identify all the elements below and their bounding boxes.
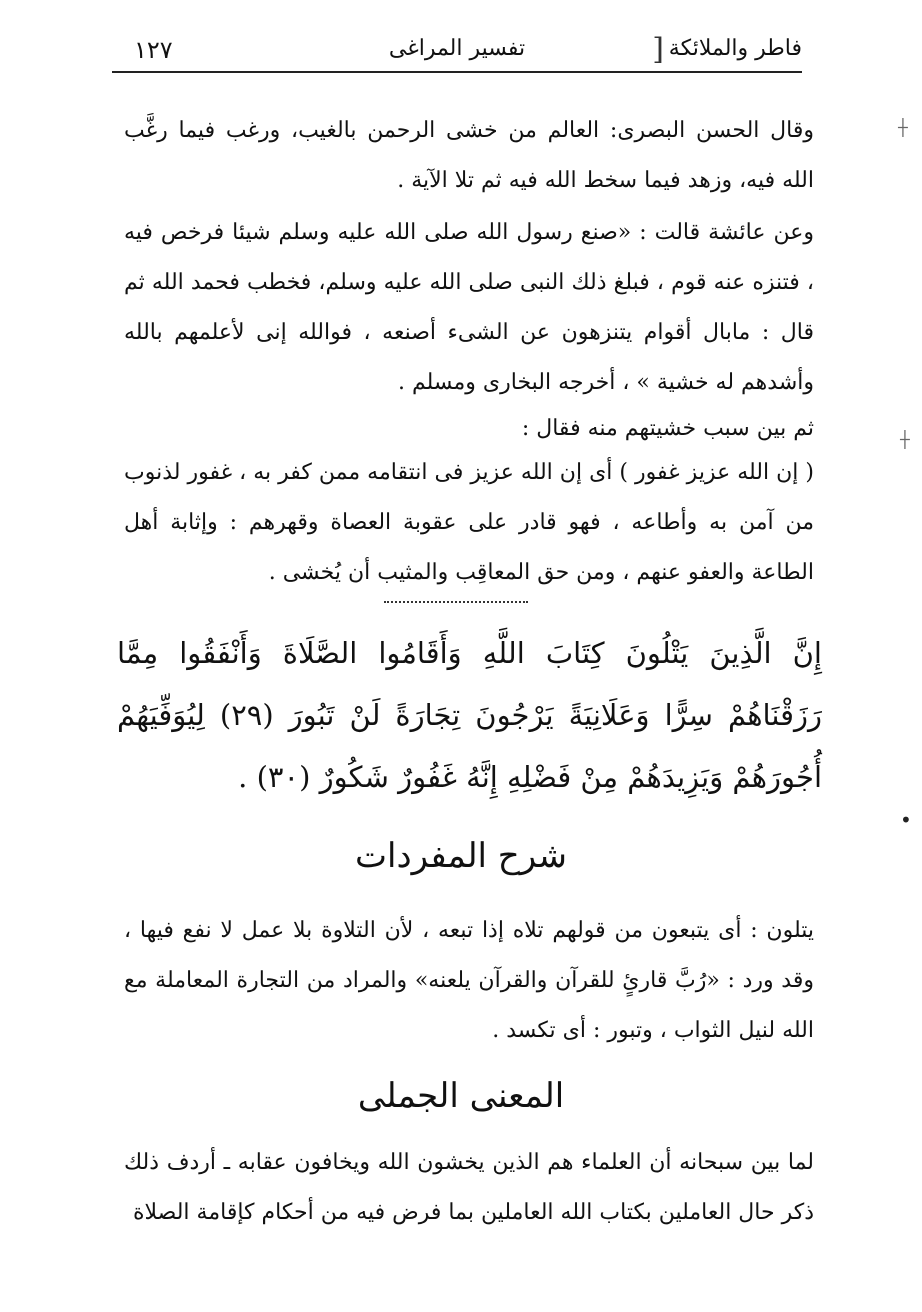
header-bracket: [ xyxy=(652,32,664,67)
paragraph-hasan: وقال الحسن البصرى: العالم من خشى الرحمن بالغيب، ورغب فيما رغَّب الله فيه، وزهد فيما سخط الله فيه ثم تلا الآية . xyxy=(124,118,814,193)
margin-scan-mark: ┼ xyxy=(898,118,908,137)
vocab-text: يتلون : أى يتبعون من قولهم تلاه إذا تبعه ، لأن التلاوة بلا عمل لا نفع فيها ، وقد ورد : «رُبَّ قارئٍ للقرآن والقرآن يلعنه» والمراد من التجارة المعاملة مع الله لنيل الثواب ، وتبور : أى تكسد . xyxy=(124,918,814,1043)
meaning-text: لما بين سبحانه أن العلماء هم الذين يخشون الله ويخافون عقابه ـ أردف ذلك ذكر حال العاملين بكتاب الله العاملين بما فرض فيه من أحكام كإقامة الصلاة xyxy=(124,1150,814,1225)
quran-verse: إِنَّ الَّذِينَ يَتْلُونَ كِتَابَ اللَّهِ وَأَقَامُوا الصَّلَاةَ وَأَنْفَقُوا مِمَّا رَزَقْنَاهُمْ سِرًّا وَعَلَانِيَةً يَرْجُونَ تِجَارَةً لَنْ تَبُورَ (٢٩) لِيُوَفِّيَهُمْ أُجُورَهُمْ وَيَزِيدَهُمْ مِنْ فَضْلِهِ إِنَّهُ غَفُورٌ شَكُورٌ (٣٠) . xyxy=(117,636,822,794)
margin-scan-mark: • xyxy=(900,808,912,832)
paragraph-transition: ثم بين سبب خشيتهم منه فقال : xyxy=(521,416,814,441)
book-title: تفسير المراغى xyxy=(388,36,526,61)
surah-name: فاطر والملائكة xyxy=(668,36,802,61)
section-divider xyxy=(384,601,528,603)
paragraph-aisha: وعن عائشة قالت : «صنع رسول الله صلى الله عليه وسلم شيئا فرخص فيه ، فتنزه عنه قوم ، فبلغ ذلك النبى صلى الله عليه وسلم، فخطب فحمد الله ثم قال : مابال أقوام يتنزهون عن الشىء أصنعه ، فوالله إنى لأعلمهم بالله وأشدهم له خشية » ، أخرجه البخارى ومسلم . xyxy=(124,220,814,395)
margin-scan-mark: ┼ xyxy=(900,430,910,449)
meaning-heading: المعنى الجملى xyxy=(357,1076,565,1116)
page-number: ١٢٧ xyxy=(134,36,173,64)
paragraph-aziz-ghafur: ( إن الله عزيز غفور ) أى إن الله عزيز فى انتقامه ممن كفر به ، غفور لذنوب من آمن به وأطاعه ، فهو قادر على عقوبة العصاة وقهرهم : وإثابة أهل الطاعة والعفو عنهم ، ومن حق المعاقِب والمثيب أن يُخشى . xyxy=(124,460,814,585)
vocab-heading: شرح المفردات xyxy=(354,836,568,876)
page-header xyxy=(112,28,802,78)
header-rule xyxy=(112,71,802,73)
